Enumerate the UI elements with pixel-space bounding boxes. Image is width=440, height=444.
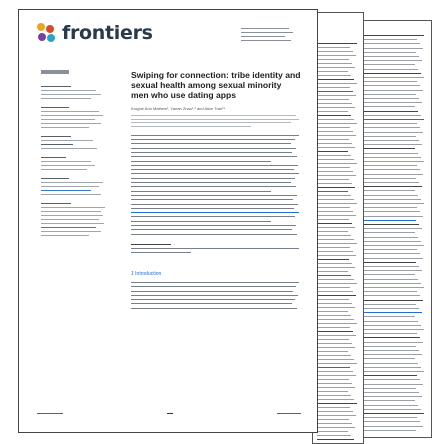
- affiliations: [131, 115, 301, 127]
- text-line: [364, 325, 421, 326]
- text-line: [317, 91, 353, 92]
- text-line: [317, 399, 354, 400]
- background-page-2: [312, 12, 364, 444]
- text-line: [317, 215, 356, 216]
- text-line: [317, 195, 351, 196]
- text-line: [317, 135, 356, 136]
- text-line: [317, 435, 351, 436]
- text-line: [317, 403, 357, 404]
- text-line: [317, 127, 350, 128]
- text-line: [317, 231, 348, 232]
- text-line: [317, 407, 350, 408]
- text-line: [317, 283, 357, 284]
- text-line: [364, 358, 415, 359]
- text-line: [364, 384, 423, 385]
- text-line: [364, 363, 418, 364]
- text-line: [131, 204, 298, 205]
- text-line: [317, 275, 351, 276]
- text-line: [364, 283, 421, 284]
- text-line: [131, 139, 295, 140]
- text-line: [317, 59, 349, 60]
- text-line: [364, 316, 415, 317]
- text-line: [364, 123, 417, 124]
- text-line: [364, 144, 422, 145]
- text-line: [364, 405, 418, 406]
- text-line: [131, 156, 297, 157]
- author-list: Krugoe Ann Mathew¹, Yanan Zhao¹,² and Alice Tran¹*: [131, 106, 226, 111]
- text-line: [131, 165, 298, 166]
- text-line: [364, 266, 419, 267]
- text-line: [317, 255, 356, 256]
- text-line: [364, 153, 418, 154]
- text-line: [317, 183, 352, 184]
- article-main-column: [131, 70, 301, 312]
- text-line: [364, 77, 424, 78]
- text-line: [364, 102, 422, 103]
- text-line: [317, 139, 349, 140]
- introduction-text: [131, 282, 301, 309]
- text-line: [317, 343, 352, 344]
- text-line: [364, 207, 417, 208]
- text-line: [317, 347, 355, 348]
- text-line: [317, 103, 352, 104]
- text-line: [364, 417, 417, 418]
- text-line: [317, 423, 352, 424]
- text-line: [364, 186, 422, 187]
- article-sidebar: [41, 70, 121, 244]
- text-line: [364, 161, 424, 162]
- text-line: [317, 411, 353, 412]
- text-line: [131, 178, 295, 179]
- text-line: [317, 123, 357, 124]
- text-line: [131, 208, 294, 209]
- text-line: [364, 73, 421, 74]
- text-line: [364, 300, 423, 301]
- text-line: [317, 239, 354, 240]
- text-line: [364, 421, 420, 422]
- abstract: [131, 135, 301, 235]
- text-line: [364, 409, 421, 410]
- text-line: [364, 346, 416, 347]
- text-line: [364, 69, 418, 70]
- text-line: [364, 367, 421, 368]
- text-line: [131, 152, 292, 153]
- article-title: Swiping for connection: tribe identity and sexual health among sexual minority men who use dating apps: [131, 70, 301, 100]
- text-line: [364, 60, 422, 61]
- text-line: [317, 375, 356, 376]
- text-line: [364, 64, 415, 65]
- text-line: [131, 221, 271, 222]
- text-line: [317, 179, 349, 180]
- text-line: [364, 136, 416, 137]
- text-line: [364, 132, 423, 133]
- text-line: [317, 391, 348, 392]
- text-line: [317, 251, 353, 252]
- text-line: [317, 279, 354, 280]
- text-line: [364, 169, 420, 170]
- text-line: [364, 211, 420, 212]
- page-footer: [37, 413, 301, 414]
- text-line: [364, 375, 417, 376]
- text-line: [317, 247, 350, 248]
- text-line: [317, 295, 356, 296]
- text-line: [317, 339, 349, 340]
- text-line: [317, 167, 350, 168]
- text-line: [364, 94, 416, 95]
- article-meta-header: [241, 28, 296, 44]
- text-line: [131, 195, 297, 196]
- text-line: [317, 315, 351, 316]
- text-line: [364, 354, 422, 355]
- text-line: [317, 87, 350, 88]
- text-line: [364, 190, 415, 191]
- text-line: [131, 303, 292, 304]
- text-line: [364, 396, 422, 397]
- text-line: [317, 191, 348, 192]
- text-line: [131, 234, 297, 235]
- text-line: [364, 400, 415, 401]
- text-line: [317, 55, 356, 56]
- text-line: [364, 245, 424, 246]
- text-line: [317, 291, 353, 292]
- text-line: [317, 63, 352, 64]
- background-page-3: [357, 20, 432, 438]
- text-line: [364, 90, 423, 91]
- text-line: [364, 111, 418, 112]
- journal-brand: frontiers: [62, 22, 153, 44]
- text-line: [364, 232, 415, 233]
- text-line: [364, 52, 416, 53]
- text-line: [364, 119, 424, 120]
- text-line: [317, 203, 357, 204]
- text-line: [131, 308, 297, 309]
- text-line: [317, 219, 349, 220]
- text-line: [364, 115, 421, 116]
- text-line: [364, 165, 417, 166]
- text-line: [364, 81, 417, 82]
- text-line: [317, 363, 357, 364]
- text-line: [364, 85, 420, 86]
- text-line: [317, 151, 348, 152]
- text-line: [317, 379, 349, 380]
- text-line: [317, 355, 351, 356]
- text-line: [364, 39, 417, 40]
- text-line: [317, 207, 350, 208]
- text-line: [317, 367, 350, 368]
- text-line: [364, 228, 422, 229]
- text-line: [317, 171, 353, 172]
- text-line: [364, 329, 424, 330]
- text-line: [364, 413, 424, 414]
- text-line: [317, 223, 352, 224]
- text-line: [317, 383, 352, 384]
- text-line: [364, 241, 421, 242]
- text-line: [364, 98, 419, 99]
- text-line: [317, 115, 351, 116]
- text-line: [131, 286, 296, 287]
- text-line: [131, 216, 295, 217]
- text-line: [317, 427, 355, 428]
- text-line: [317, 327, 350, 328]
- text-line: [317, 43, 357, 44]
- text-line: [317, 211, 353, 212]
- text-line: [364, 371, 424, 372]
- text-line: [131, 182, 291, 183]
- text-line: [364, 279, 418, 280]
- text-line: [317, 303, 352, 304]
- text-line: [317, 395, 351, 396]
- text-line: [317, 311, 348, 312]
- text-line: [364, 304, 416, 305]
- text-line: [317, 267, 355, 268]
- text-line: [317, 131, 353, 132]
- text-line: [131, 295, 298, 296]
- text-line: [364, 430, 416, 431]
- text-line: [131, 161, 271, 162]
- text-line: [364, 308, 419, 309]
- text-line: [364, 333, 417, 334]
- text-line: [317, 307, 355, 308]
- text-line: [364, 195, 418, 196]
- text-line: [317, 227, 355, 228]
- text-line: [317, 351, 348, 352]
- text-line: [364, 321, 418, 322]
- text-line: [317, 95, 356, 96]
- text-line: [364, 379, 420, 380]
- text-line: [317, 83, 357, 84]
- text-line: [317, 271, 348, 272]
- text-line: [317, 79, 354, 80]
- text-line: [317, 119, 354, 120]
- text-line: [317, 163, 357, 164]
- text-line: [317, 47, 350, 48]
- text-line: [317, 331, 353, 332]
- text-line: [317, 335, 356, 336]
- text-line: [364, 224, 419, 225]
- text-line: [131, 143, 291, 144]
- text-line: [364, 287, 424, 288]
- text-line: [364, 140, 419, 141]
- text-line: [317, 243, 357, 244]
- text-line: [364, 237, 418, 238]
- text-line: [317, 107, 355, 108]
- text-line: [131, 191, 271, 192]
- text-line: [317, 287, 350, 288]
- text-line: [364, 249, 417, 250]
- text-line: [317, 155, 351, 156]
- text-line: [364, 220, 416, 221]
- text-line: [317, 175, 356, 176]
- text-line: [131, 135, 299, 136]
- text-line: [317, 415, 356, 416]
- text-line: [364, 216, 423, 217]
- text-line: [131, 148, 296, 149]
- text-line: [317, 147, 355, 148]
- text-line: [364, 426, 423, 427]
- text-line: [317, 359, 354, 360]
- text-line: [317, 419, 349, 420]
- keywords: [131, 244, 301, 253]
- text-line: [364, 127, 420, 128]
- text-line: [317, 51, 353, 52]
- open-access-badge: [41, 70, 69, 74]
- text-line: [317, 67, 355, 68]
- text-line: [317, 111, 348, 112]
- text-line: [364, 106, 415, 107]
- text-line: [131, 282, 299, 283]
- text-line: [317, 319, 354, 320]
- text-line: [317, 143, 352, 144]
- article-first-page: [18, 9, 318, 433]
- text-line: [364, 35, 424, 36]
- text-line: [317, 99, 349, 100]
- text-line: [317, 199, 354, 200]
- text-line: [131, 225, 296, 226]
- text-line: [317, 323, 357, 324]
- text-line: [364, 342, 423, 343]
- text-line: [364, 148, 415, 149]
- text-line: [364, 337, 420, 338]
- text-line: [131, 199, 293, 200]
- text-line: [364, 274, 415, 275]
- text-line: [364, 43, 420, 44]
- text-line: [364, 262, 416, 263]
- text-line: [364, 388, 416, 389]
- text-line: [131, 169, 294, 170]
- text-line: [364, 258, 423, 259]
- text-line: [317, 371, 353, 372]
- text-line: [317, 187, 355, 188]
- text-line: [364, 182, 419, 183]
- frontiers-logo-icon: [37, 23, 57, 43]
- text-line: [131, 212, 299, 213]
- text-line: [131, 229, 292, 230]
- text-line: [364, 157, 421, 158]
- text-line: [364, 178, 416, 179]
- text-line: [131, 291, 293, 292]
- text-line: [364, 295, 420, 296]
- text-line: [317, 387, 355, 388]
- text-line: [364, 56, 419, 57]
- text-line: [364, 203, 424, 204]
- journal-logo: [37, 22, 153, 44]
- text-line: [131, 186, 296, 187]
- text-line: [317, 159, 354, 160]
- text-line: [131, 299, 295, 300]
- text-line: [317, 431, 348, 432]
- text-line: [364, 270, 422, 271]
- text-line: [131, 173, 299, 174]
- text-line: [317, 235, 351, 236]
- text-line: [317, 75, 351, 76]
- text-line: [317, 71, 348, 72]
- text-line: [364, 48, 423, 49]
- text-line: [317, 299, 349, 300]
- text-line: [364, 392, 419, 393]
- text-line: [364, 350, 419, 351]
- text-line: [364, 199, 421, 200]
- text-line: [364, 291, 417, 292]
- text-line: [364, 174, 423, 175]
- text-line: [364, 312, 422, 313]
- text-line: [317, 259, 349, 260]
- section-heading: 1 Introduction: [131, 270, 162, 277]
- text-line: [364, 253, 420, 254]
- text-line: [317, 263, 352, 264]
